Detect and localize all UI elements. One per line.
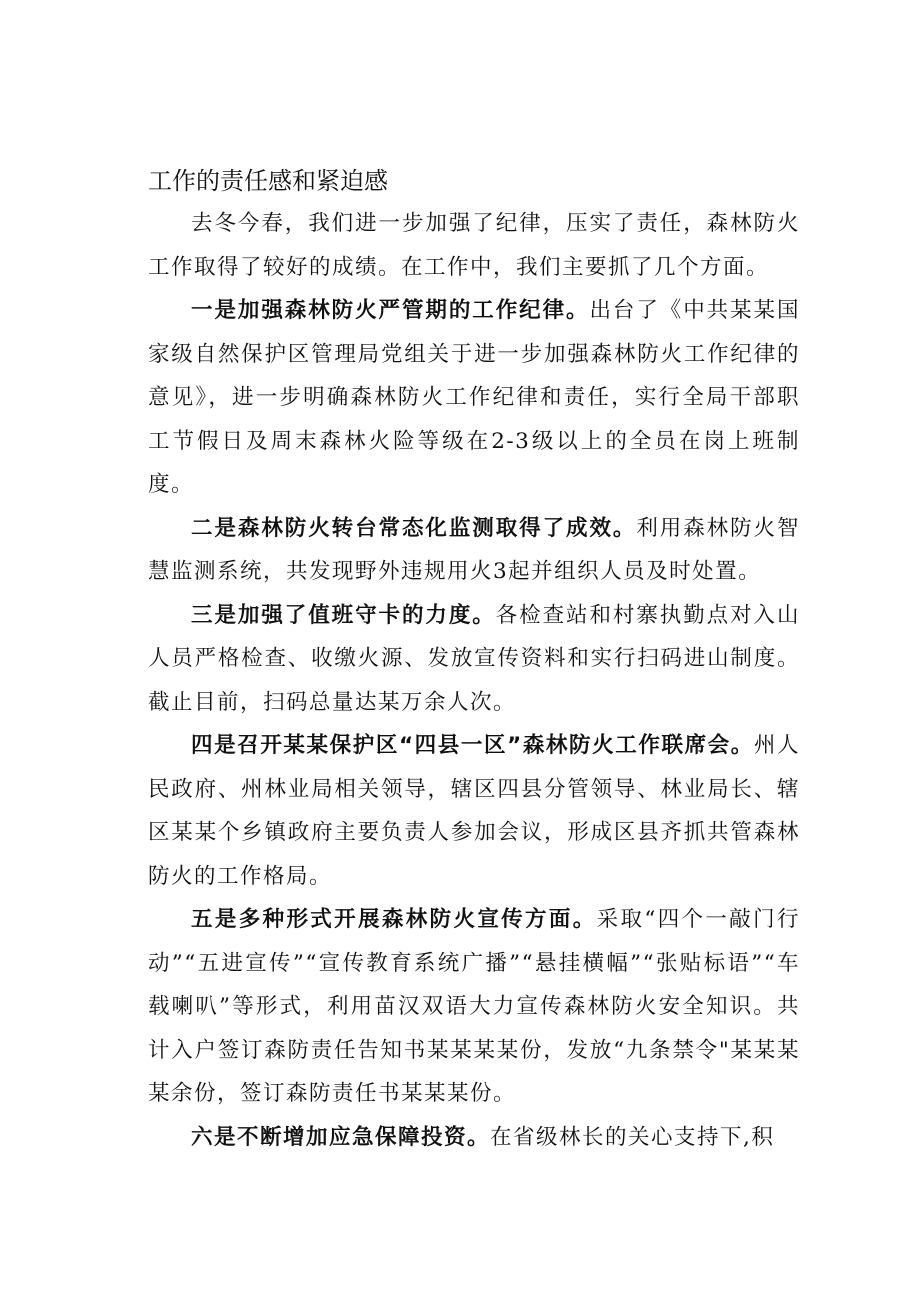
item-body-1: 出台了《中共某某国家级自然保护区管理局党组关于进一步加强森林防火工作纪律的意见》，进一步明确森林防火工作纪律和责任，实行全局干部职工节假日及周末森林火险等级在2-3级以上的全员在岗上班制度。: [148, 298, 800, 497]
item-lead-1: 一是加强森林防火严管期的工作纪律。: [191, 298, 590, 323]
item-lead-5: 五是多种形式开展森林防火宣传方面。: [191, 907, 597, 932]
item-paragraph-3: [148, 594, 800, 725]
item-lead-3: 三是加强了值班守卡的力度。: [191, 602, 496, 628]
item-body-5: 采取“四个一敲门行动”“五进宣传”“宣传教育系统广播”“悬挂横幅”“张贴标语”“车载喇叭”等形式，利用苗汉双语大力宣传森林防火安全知识。共计入户签订森防责任告知书某某某某份，发放“九条禁令"某某某某余份，签订森防责任书某某某份。: [148, 907, 800, 1106]
item-paragraph-1: [148, 289, 800, 507]
item-lead-2: 二是森林防火转台常态化监测取得了成效。: [191, 515, 637, 541]
intro-paragraph: 去冬今春，我们进一步加强了纪律，压实了责任，森林防火工作取得了较好的成绩。在工作中，我们主要抓了几个方面。: [148, 211, 800, 280]
section-heading: 工作的责任感和紧迫感: [148, 167, 388, 195]
item-paragraph-6: [148, 1116, 800, 1160]
item-paragraph-2: [148, 507, 800, 594]
item-body-2: 利用森林防火智慧监测系统，共发现野外违规用火3起并组织人员及时处置。: [148, 515, 800, 584]
item-body-4: 州人民政府、州林业局相关领导，辖区四县分管领导、林业局长、辖区某某个乡镇政府主要负责人参加会议，形成区县齐抓共管森林防火的工作格局。: [148, 733, 800, 889]
item-lead-4: 四是召开某某保护区“四县一区”森林防火工作联席会。: [191, 733, 754, 758]
document-body: [148, 160, 800, 1159]
item-lead-6: 六是不断增加应急保障投资。: [191, 1124, 491, 1150]
item-paragraph-4: [148, 724, 800, 898]
item-paragraph-5: [148, 898, 800, 1116]
item-body-3: 各检查站和村寨执勤点对入山人员严格检查、收缴火源、发放宣传资料和实行扫码进山制度。截止目前，扫码总量达某万余人次。: [148, 602, 800, 715]
item-body-6: 在省级林长的关心支持下,积: [490, 1124, 775, 1150]
